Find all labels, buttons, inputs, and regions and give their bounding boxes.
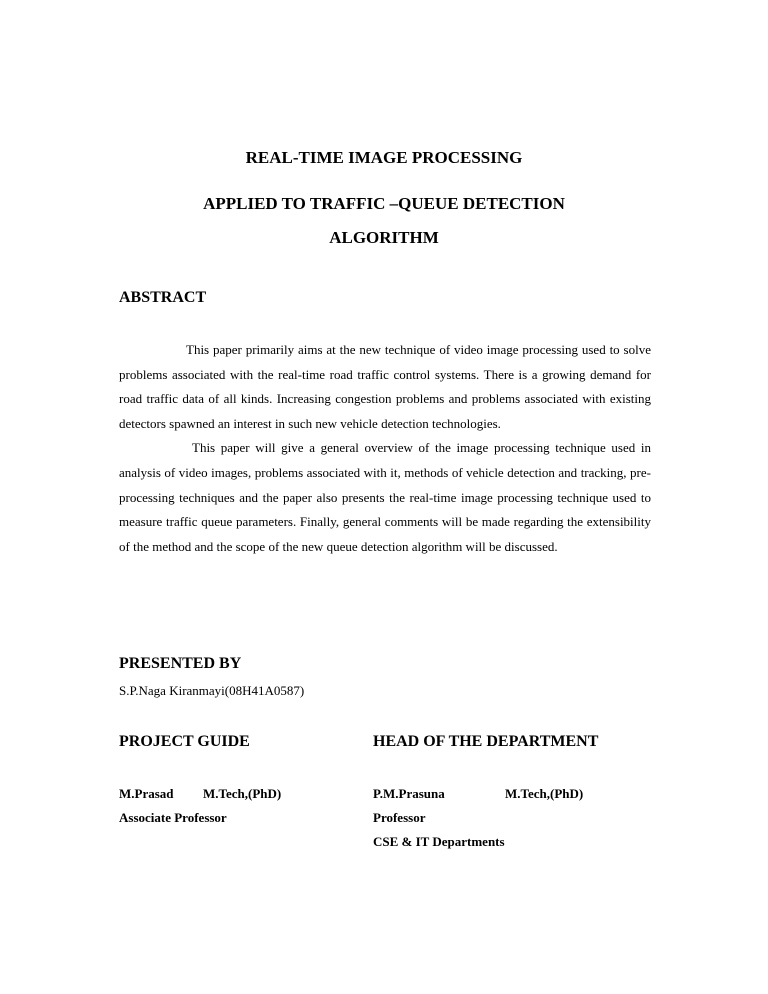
hod-degree: M.Tech,(PhD) [505,786,584,801]
abstract-body [119,338,651,559]
abstract-heading: ABSTRACT [119,289,207,306]
presented-by-heading: PRESENTED BY [119,655,242,672]
hod-heading: HEAD OF THE DEPARTMENT [373,733,599,750]
title-line-1: REAL-TIME IMAGE PROCESSING [245,148,523,167]
abstract-paragraph-2: This paper will give a general overview of the image processing technique used in analysis of video images, problems associated with it, methods of vehicle detection and tracking, pre-processing techniques and the paper also presents the real-time image processing technique used to measure traffic queue parameters. Finally, general comments will be made regarding the extensibility of the method and the scope of the new queue detection algorithm will be discussed. [119,440,651,554]
guide-designation: Associate Professor [119,810,227,825]
abstract-paragraph-1: This paper primarily aims at the new technique of video image processing used to solve problems associated with the real-time road traffic control systems. There is a growing demand for road traffic data of all kinds. Increasing congestion problems and problems associated with existing detectors spawned an interest in such new vehicle detection technologies. [119,342,651,431]
hod-department: CSE & IT Departments [373,834,505,849]
hod-designation: Professor [373,810,426,825]
project-guide-heading: PROJECT GUIDE [119,733,250,750]
presenter-name: S.P.Naga Kiranmayi(08H41A0587) [119,683,305,698]
guide-name: M.Prasad [119,786,174,801]
title-line-3: ALGORITHM [329,228,439,247]
guide-degree: M.Tech,(PhD) [203,786,282,801]
title-line-2: APPLIED TO TRAFFIC –QUEUE DETECTION [203,194,565,213]
hod-name: P.M.Prasuna [373,786,445,801]
